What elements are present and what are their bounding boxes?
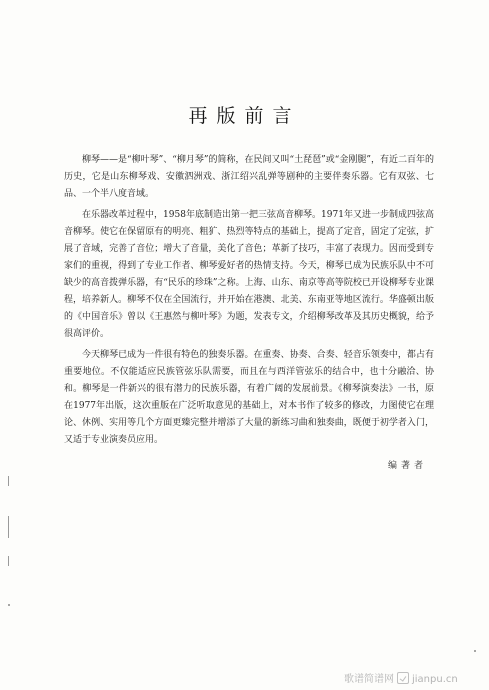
binding-mark [8,476,9,486]
paragraph-1: 柳琴——是“柳叶琴”、“柳月琴”的简称，在民间又叫“土琵琶”或“金刚腿”，有近二百年的历史，它是山东柳琴戏、安徽泗洲戏、浙江绍兴乱弹等剧种的主要伴奏乐器。它有双弦、七品、一个半八度音域。 [64,155,434,199]
paragraph-3: 今天柳琴已成为一件很有特色的独奏乐器。在重奏、协奏、合奏、轻音乐领奏中，都占有重要地位。不仅能适应民族管弦乐队需要，而且在与西洋管弦乐的结合中，也十分融洽、协和。柳琴是一件新兴的很有潜力的民族乐器，有着广阔的发展前景。《柳琴演奏法》一书，原在1977年出版，这次重版在广泛听取意见的基础上，对本书作了较多的修改，力图使它在理论、休例、实用等几个方面更臻完整并增添了大量的新练习曲和独奏曲，既便于初学者入门，又适于专业演奏员应用。 [64,350,434,445]
watermark-site-name: 歌谱简谱网 [344,674,394,685]
scan-speck [474,650,476,652]
preface-body [64,152,434,453]
watermark-url: jianpu.cn [412,674,458,685]
paragraph-2: 在乐器改革过程中，1958年底制造出第一把三弦高音柳琴。1971年又进一步制成四弦高音柳琴。使它在保留原有的明亮、粗犷、热烈等特点的基础上，提高了定音，固定了定弦，扩展了音域，完善了音位；增大了音量，美化了音色；革新了技巧，丰富了表现力。因而受到专家们的重视，得到了专业工作者、柳琴爱好者的热情支持。今天，柳琴已成为民族乐队中不可缺少的高音拨弹乐器，有“民乐的珍珠”之称。上海、山东、南京等高等院校已开设柳琴专业课程，培养新人。柳琴不仅在全国流行，并开始在港澳、北美、东南亚等地区流行。华盛顿出版的《中国音乐》曾以《王惠然与柳叶琴》为题，发表专文，介绍柳琴改革及其历史概貌，给予很高评价。 [64,210,434,339]
binding-mark [8,516,9,538]
scan-speck [8,604,10,606]
note-logo-icon [397,672,409,684]
author-signature: 编著者 [388,461,428,471]
page-title: 再版前言 [188,105,301,127]
site-watermark [344,670,458,685]
binding-mark [8,556,9,566]
